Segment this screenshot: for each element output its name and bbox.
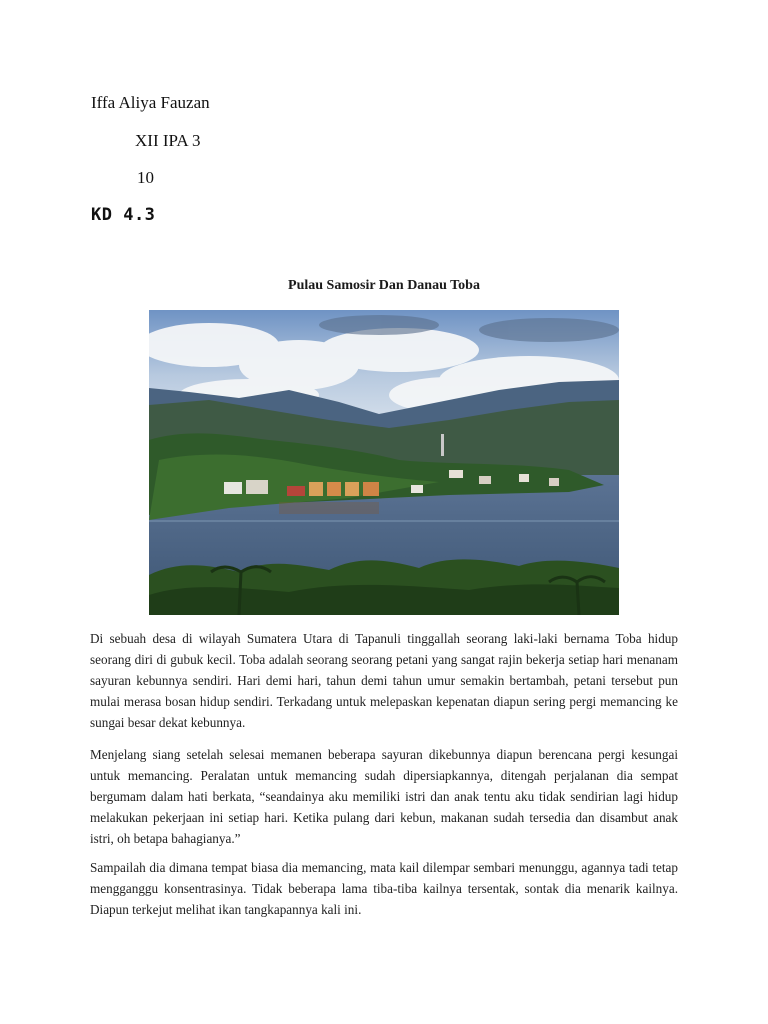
student-number: 10 [137, 168, 154, 187]
lake-photo [149, 310, 619, 615]
paragraph-2: Menjelang siang setelah selesai memanen beberapa sayuran dikebunnya diapun berencana pergi kesungai untuk memancing. Peralatan untuk memancing sudah dipersiapkannya, ditengah perjalanan dia sempat bergumam dalam hati berkata, “seandainya aku memiliki istri dan anak tentu aku tidak sendirian lagi hidup melakukan pekerjaan ini setiap hari. Ketika pulang dari kebun, makanan sudah tersedia dan disambut anak istri, oh betapa bahagianya.” [90, 747, 678, 846]
author-name: Iffa Aliya Fauzan [91, 93, 210, 112]
paragraph-3: Sampailah dia dimana tempat biasa dia memancing, mata kail dilempar sembari menunggu, agannya tadi tetap mengganggu konsentrasinya. Tidak beberapa lama tiba-tiba kailnya tersentak, sontak dia menarik kailnya. Diapun terkejut melihat ikan tangkapannya kali ini. [90, 860, 678, 917]
class-label: XII IPA 3 [135, 131, 201, 150]
kd-label: KD 4.3 [91, 205, 156, 225]
document-title: Pulau Samosir Dan Danau Toba [288, 278, 480, 293]
paragraph-1: Di sebuah desa di wilayah Sumatera Utara di Tapanuli tinggallah seorang laki-laki bernama Toba hidup seorang diri di gubuk kecil. Toba adalah seorang seorang petani yang sangat rajin bekerja setiap hari menanam sayuran kebunnya sendiri. Hari demi hari, tahun demi tahun umur semakin bertambah, petani tersebut pun mulai merasa bosan hidup sendiri. Terkadang untuk melepaskan kepenatan diapun sering pergi memancing ke sungai besar dekat kebunnya. [90, 631, 678, 730]
